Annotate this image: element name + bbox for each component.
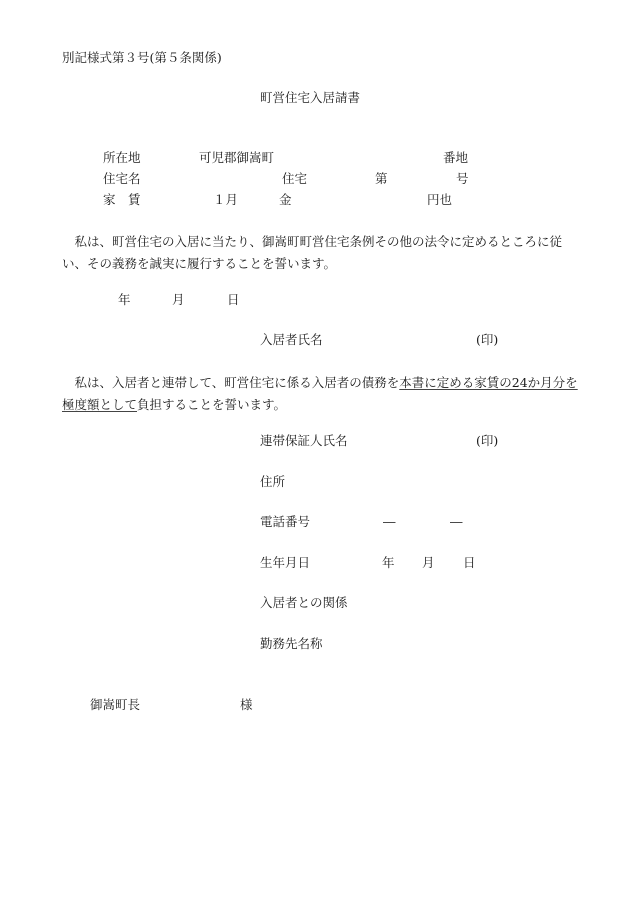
rent-period: １月 bbox=[213, 192, 239, 207]
dai-label: 第 bbox=[375, 171, 388, 186]
location-value: 可児郡御嵩町 bbox=[199, 150, 275, 165]
pledge2-after: 負担することを誓います。 bbox=[137, 397, 287, 412]
phone-separator-1: ― bbox=[383, 514, 396, 529]
guarantor-address-label: 住所 bbox=[260, 474, 286, 489]
banchi-label: 番地 bbox=[443, 150, 469, 165]
location-label: 所在地 bbox=[103, 150, 141, 165]
guarantor-relation-label: 入居者との関係 bbox=[260, 595, 348, 610]
date-year: 年 bbox=[118, 292, 131, 307]
go-label: 号 bbox=[456, 171, 469, 186]
kin-label: 金 bbox=[279, 192, 292, 207]
guarantor-seal: (印) bbox=[476, 433, 499, 448]
pledge-paragraph-1: 私は、町営住宅の入居に当たり、御嵩町町営住宅条例その他の法令に定めるところに従い、その義務を誠実に履行することを誓います。 bbox=[62, 234, 563, 271]
yen-label: 円也 bbox=[427, 192, 453, 207]
pledge2-before: 私は、入居者と連帯して、町営住宅に係る入居者の債務を bbox=[62, 375, 400, 390]
guarantor-name-label: 連帯保証人氏名 bbox=[260, 433, 348, 448]
phone-separator-2: ― bbox=[450, 514, 463, 529]
house-name-label: 住宅名 bbox=[103, 171, 141, 186]
birth-day: 日 bbox=[463, 555, 476, 570]
jutaku-label: 住宅 bbox=[282, 171, 308, 186]
date-day: 日 bbox=[227, 292, 240, 307]
rent-label: 家 賃 bbox=[103, 192, 141, 207]
birth-month: 月 bbox=[422, 555, 435, 570]
pledge2-underlined: 本書に定める家賃の24か月分を極度額として bbox=[62, 375, 578, 412]
addressee: 御嵩町長 bbox=[90, 697, 141, 712]
pledge-paragraph-2 bbox=[62, 372, 582, 416]
guarantor-birth-label: 生年月日 bbox=[260, 555, 311, 570]
resident-seal: (印) bbox=[476, 332, 499, 347]
guarantor-workplace-label: 勤務先名称 bbox=[260, 636, 323, 651]
resident-name-label: 入居者氏名 bbox=[260, 332, 323, 347]
birth-year: 年 bbox=[382, 555, 395, 570]
guarantor-phone-label: 電話番号 bbox=[260, 514, 311, 529]
document-title: 町営住宅入居請書 bbox=[260, 90, 361, 105]
sama-label: 様 bbox=[240, 697, 253, 712]
form-number: 別記様式第３号(第５条関係) bbox=[62, 50, 222, 65]
date-month: 月 bbox=[172, 292, 185, 307]
